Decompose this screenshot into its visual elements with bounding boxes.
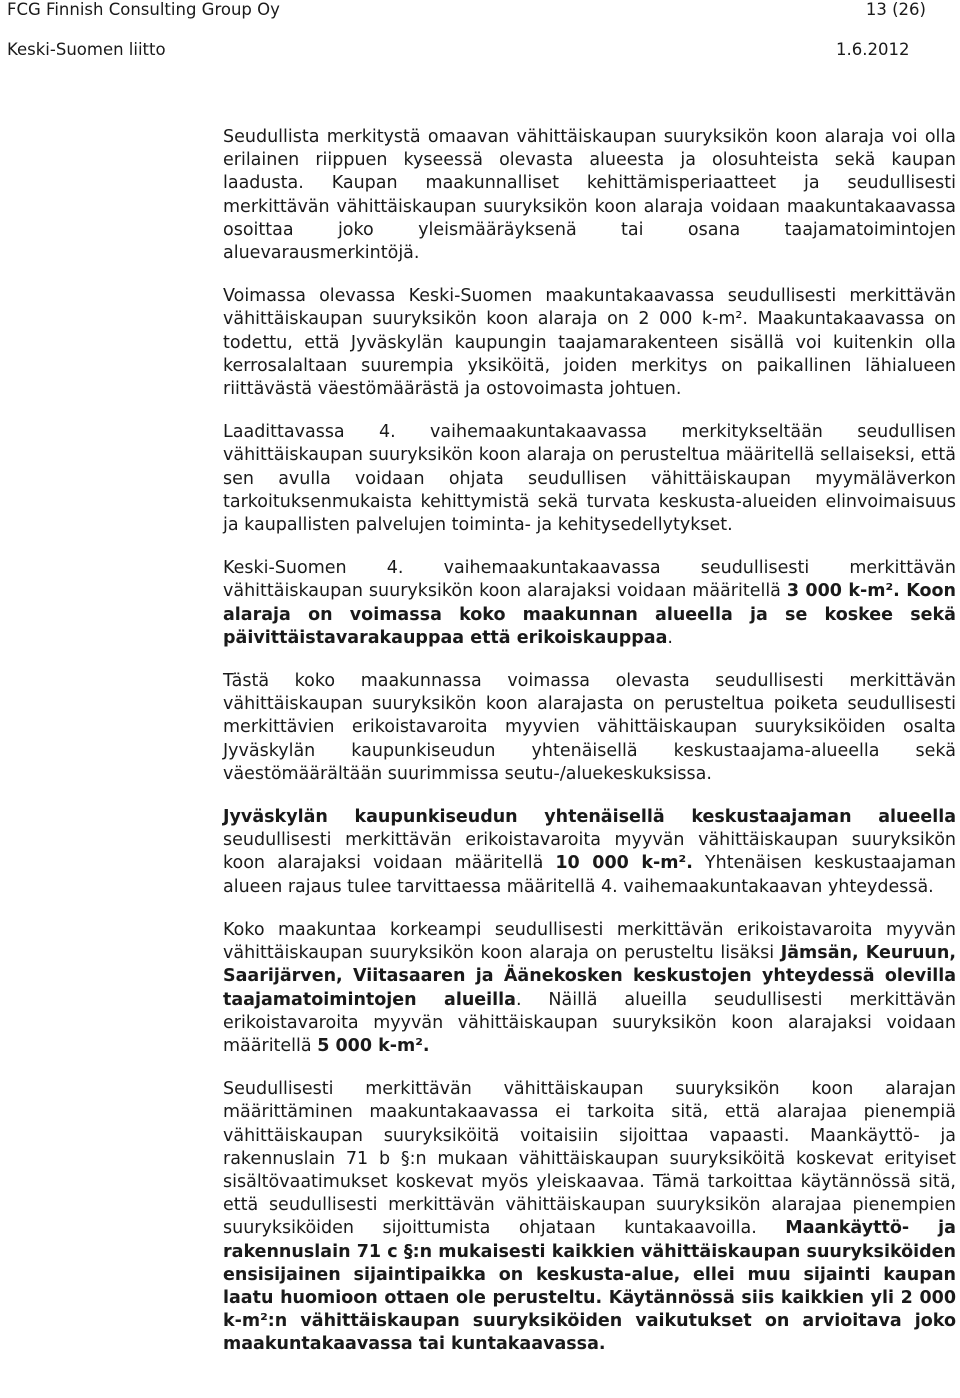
bold-text-run: Jämsän, Keuruun, Saarijärven, Viitasaaren ja Äänekosken keskustojen yhteydessä olevilla taajamatoimintojen alueilla [223,943,956,1010]
text-run: Seudullisesti merkittävän vähittäiskaupan suuryksikön koon alarajan määrittäminen maakuntakaavassa ei tarkoita sitä, että alarajaa pienempiä vähittäiskaupan suuryksiköitä voitaisiin sijoittaa vapaasti. Maankäyttö- ja rakennuslain 71 b §:n mukaan vähittäiskaupan suuryksiköitä koskevat erityiset sisältövaatimukset koskevat myös yleiskaavaa. Tämä tarkoittaa käytännössä sitä, että seudullisesti merkittävän vähittäiskaupan suuryksikön alarajaa pienempien suuryksiköiden sijoittumista ohjataan kuntakaavoilla. [223,1079,956,1239]
text-run: Tästä koko maakunnassa voimassa olevasta seudullisesti merkittävän vähittäiskaupan suuryksikön koon alarajasta on perusteltua poiketa seudullisesti merkittävien erikoistavaroita myyvien vähittäiskaupan suuryksiköiden osalta Jyväskylän kaupunkiseudun yhtenäisellä keskustaajama-alueella sekä väestömäärältään suurimmissa seutu-/aluekeskuksissa. [223,671,956,784]
paragraph [223,126,956,265]
company-name: FCG Finnish Consulting Group Oy [7,0,280,19]
paragraph [223,806,956,899]
text-run: seudullisesti merkittävän erikoistavaroita myyvän vähittäiskaupan suuryksikön koon alarajaksi voidaan määritellä [223,830,956,874]
page-header [7,0,926,59]
header-row-2 [7,0,926,59]
document-body [223,126,956,1377]
bold-text-run: Maankäyttö- ja rakennuslain 71 c §:n mukaisesti kaikkien vähittäiskaupan suuryksiköiden ensisijainen sijaintipaikka on keskusta-alue, ellei muu sijainti kaupan laatu huomioon ottaen ole perusteltu. Käytännössä siis kaikkien yli 2 000 k-m²:n vähittäiskaupan suuryksiköiden vaikutukset on arvioitava joko maakuntakaavassa tai kuntakaavassa. [223,1218,956,1355]
bold-text-run: 5 000 k-m². [317,1035,430,1056]
text-run: . Näillä alueilla seudullisesti merkittävän erikoistavaroita myyvän vähittäiskaupan suuryksikön koon alarajaksi voidaan määritellä [223,989,956,1056]
paragraph [223,670,956,786]
text-run: Koko maakuntaa korkeampi seudullisesti merkittävän erikoistavaroita myyvän vähittäiskaupan suuryksikön koon alaraja on perusteltu lisäksi [223,919,956,964]
paragraph [223,1078,956,1356]
client-name: Keski-Suomen liitto [7,40,166,59]
page-number: 13 (26) [865,0,926,19]
paragraph [223,557,956,650]
text-run: Laadittavassa 4. vaihemaakuntakaavassa merkitykseltään seudullisen vähittäiskaupan suuryksikön koon alaraja on perusteltua määritellä sellaiseksi, että sen avulla voidaan ohjata seudullisen vähittäiskaupan myymäläverkon tarkoituksenmukaista kehittymistä sekä turvata keskusta-alueiden elinvoimaisuus ja kaupallisten palvelujen toiminta- ja kehitysedellytykset. [223,422,956,536]
document-date: 1.6.2012 [836,40,910,59]
bold-text-run: Jyväskylän kaupunkiseudun yhtenäisellä keskustaajaman alueella [223,807,956,828]
text-run: . [667,627,673,648]
bold-text-run: 3 000 k-m². Koon alaraja on voimassa koko maakunnan alueella ja se koskee sekä päivittäistavarakauppaa että erikoiskauppaa [223,581,956,648]
bold-text-run: 10 000 k-m². [555,853,693,874]
paragraph [223,919,956,1058]
paragraph [223,421,956,537]
text-run: Yhtenäisen keskustaajaman alueen rajaus tulee tarvittaessa määritellä 4. vaihemaakuntakaavan yhteydessä. [223,853,956,897]
paragraph [223,285,956,401]
text-run: Voimassa olevassa Keski-Suomen maakuntakaavassa seudullisesti merkittävän vähittäiskaupan suuryksikön koon alaraja on 2 000 k-m². Maakuntakaavassa on todettu, että Jyväskylän kaupungin taajamarakenteen sisällä voi kuitenkin olla kerrosalaltaan suurempia yksiköitä, joiden merkitys on paikallinen lähialueen riittävästä väestömäärästä ja ostovoimasta johtuen. [223,286,956,400]
text-run: Keski-Suomen 4. vaihemaakuntakaavassa seudullisesti merkittävän vähittäiskaupan suuryksikön koon alarajaksi voidaan määritellä [223,558,956,602]
text-run: Seudullista merkitystä omaavan vähittäiskaupan suuryksikön koon alaraja voi olla erilainen riippuen kyseessä olevasta alueesta ja olosuhteista sekä kaupan laadusta. Kaupan maakunnalliset kehittämisperiaatteet ja seudullisesti merkittävän vähittäiskaupan suuryksikön koon alaraja voidaan maakuntakaavassa osoittaa joko yleismääräyksenä tai osana taajamatoimintojen aluevarausmerkintöjä. [223,127,956,264]
